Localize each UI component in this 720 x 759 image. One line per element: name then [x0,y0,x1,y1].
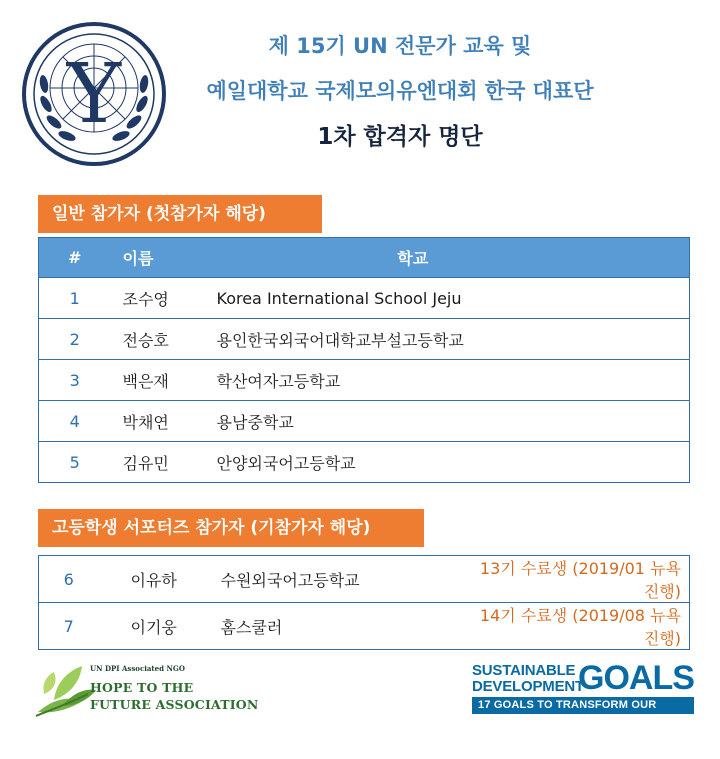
logo-letter: Y [66,47,122,142]
row-name: 전승호 [111,319,217,360]
title-line-2: 예일대학교 국제모의유엔대회 한국 대표단 [206,79,594,103]
row-num: 1 [39,278,111,319]
row-num: 7 [39,603,99,650]
row-school: 홈스쿨러 [221,603,473,650]
sdg-tagline: 17 GOALS TO TRANSFORM OUR WORLD [472,697,694,714]
row-num: 2 [39,319,111,360]
sdg-goals-text: GOALS [578,659,694,697]
title-line-1: 제 15기 UN 전문가 교육 및 [268,34,532,58]
general-table [38,237,690,483]
table-row [39,442,690,483]
row-school: Korea International School Jeju [217,278,690,319]
row-note: 13기 수료생 (2019/01 뉴욕 진행) [473,556,690,603]
table-row [39,556,690,603]
row-name: 이유하 [99,556,221,603]
table-row [39,360,690,401]
supporters-section-label: 고등학생 서포터즈 참가자 (기참가자 해당) [38,509,424,547]
hope-name-line2: FUTURE ASSOCIATION [90,697,259,712]
title-line-3: 1차 합격자 명단 [317,124,483,150]
row-name: 박채연 [111,401,217,442]
row-name: 김유민 [111,442,217,483]
row-school: 안양외국어고등학교 [217,442,690,483]
hope-name-line1: HOPE TO THE [90,680,194,695]
row-school: 용남중학교 [217,401,690,442]
header-name: 이름 [111,238,217,278]
sdg-line2: DEVELOPMENT [472,678,584,695]
row-num: 6 [39,556,99,603]
row-school: 학산여자고등학교 [217,360,690,401]
sdg-line1: SUSTAINABLE [472,662,576,679]
row-school: 수원외국어고등학교 [221,556,473,603]
yale-mun-logo-icon [22,22,166,166]
row-school: 용인한국외국어대학교부설고등학교 [217,319,690,360]
table-row [39,603,690,650]
header-school: 학교 [217,238,690,278]
row-num: 5 [39,442,111,483]
row-name: 백은재 [111,360,217,401]
row-note: 14기 수료생 (2019/08 뉴욕 진행) [473,603,690,650]
row-num: 3 [39,360,111,401]
row-name: 조수영 [111,278,217,319]
hope-ngo-text: UN DPI Associated NGO [90,664,185,673]
table-row [39,278,690,319]
row-num: 4 [39,401,111,442]
row-name: 이기웅 [99,603,221,650]
header-num: # [39,238,111,278]
table-row [39,319,690,360]
general-section-label: 일반 참가자 (첫참가자 해당) [38,195,322,233]
table-row [39,401,690,442]
supporters-table [38,555,690,650]
table-header-row [39,238,690,278]
